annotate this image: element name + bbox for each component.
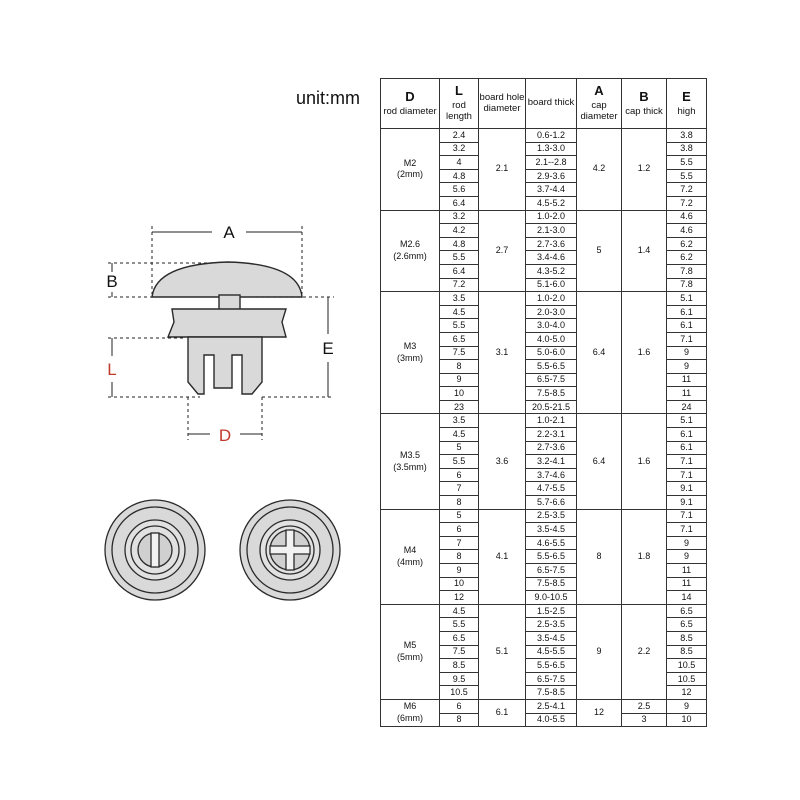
board-thick-cell: 5.5-6.5 (526, 550, 577, 564)
board-thick-cell: 3.4-4.6 (526, 251, 577, 265)
height-cell: 9.1 (667, 496, 707, 510)
height-cell: 9.1 (667, 482, 707, 496)
rod-length-cell: 4.2 (440, 224, 479, 238)
height-cell: 6.1 (667, 319, 707, 333)
rod-diameter-cell (381, 129, 440, 211)
rod-length-cell: 8.5 (440, 659, 479, 673)
rod-length-cell: 6 (440, 523, 479, 537)
height-cell: 6.1 (667, 428, 707, 442)
height-cell: 8.5 (667, 645, 707, 659)
cap-diameter-cell: 8 (577, 509, 622, 604)
unit-label: unit:mm (296, 88, 361, 108)
board-thick-cell: 4.5-5.2 (526, 196, 577, 210)
board-thick-cell: 4.7-5.5 (526, 482, 577, 496)
column-label: cap diameter (580, 100, 618, 122)
rod-length-cell: 7 (440, 536, 479, 550)
height-cell: 11 (667, 564, 707, 578)
height-cell: 6.5 (667, 604, 707, 618)
height-cell: 11 (667, 387, 707, 401)
board-thick-cell: 7.5-8.5 (526, 387, 577, 401)
board-thick-cell: 5.7-6.6 (526, 496, 577, 510)
rod-diameter-cell (381, 210, 440, 292)
height-cell: 6.1 (667, 305, 707, 319)
cap-thick-cell: 3 (622, 713, 667, 727)
rivet-side-view (152, 262, 302, 394)
rod-length-cell: 4.5 (440, 604, 479, 618)
rod-length-cell: 8 (440, 360, 479, 374)
height-cell: 9 (667, 550, 707, 564)
rod-length-cell: 6 (440, 468, 479, 482)
rod-length-cell: 5.5 (440, 455, 479, 469)
column-label: high (677, 105, 696, 117)
board-thick-cell: 5.0-6.0 (526, 346, 577, 360)
column-header (577, 79, 622, 129)
rod-length-cell: 10.5 (440, 686, 479, 700)
slotted-rivet-top-icon (105, 500, 205, 600)
column-label: board hole diameter (479, 91, 525, 114)
cap-thick-cell: 1.2 (622, 129, 667, 211)
height-cell: 14 (667, 591, 707, 605)
rod-length-cell: 7.2 (440, 278, 479, 292)
height-cell: 4.6 (667, 224, 707, 238)
rod-length-cell: 23 (440, 400, 479, 414)
rod-length-cell: 4.8 (440, 237, 479, 251)
height-cell: 7.1 (667, 523, 707, 537)
hole-diameter-cell: 2.7 (479, 210, 526, 292)
rod-length-cell: 9 (440, 373, 479, 387)
height-cell: 7.1 (667, 332, 707, 346)
rod-length-cell: 7.5 (440, 645, 479, 659)
cap-thick-cell: 2.2 (622, 604, 667, 699)
board-thick-cell: 7.5-8.5 (526, 686, 577, 700)
board-thick-cell: 3.5-4.5 (526, 523, 577, 537)
column-label: cap thick (625, 105, 663, 117)
rod-diameter-line: M4 (403, 545, 417, 556)
table-row (381, 129, 707, 143)
rod-length-cell: 4.8 (440, 169, 479, 183)
column-label: board thick (527, 97, 575, 109)
rod-diameter-line: M2 (403, 157, 417, 168)
board-thick-cell: 1.5-2.5 (526, 604, 577, 618)
height-cell: 9 (667, 360, 707, 374)
table-row (381, 604, 707, 618)
board-thick-cell: 1.3-3.0 (526, 142, 577, 156)
height-cell: 8.5 (667, 631, 707, 645)
height-cell: 10.5 (667, 659, 707, 673)
board-thick-cell: 2.1-3.0 (526, 224, 577, 238)
column-symbol: B (639, 88, 649, 104)
hole-diameter-cell: 4.1 (479, 509, 526, 604)
rod-length-cell: 5 (440, 441, 479, 455)
rod-diameter-line: M3 (403, 341, 417, 352)
height-cell: 5.1 (667, 292, 707, 306)
cap-thick-cell: 1.4 (622, 210, 667, 292)
board-thick-cell: 5.5-6.5 (526, 659, 577, 673)
rod-length-cell: 8 (440, 496, 479, 510)
board-thick-cell: 3.2-4.1 (526, 455, 577, 469)
column-label: rod length (446, 100, 472, 122)
height-cell: 7.2 (667, 183, 707, 197)
column-header (440, 79, 479, 129)
table-row (381, 210, 707, 224)
column-symbol: E (682, 88, 691, 104)
height-cell: 10.5 (667, 672, 707, 686)
rod-diameter-cell (381, 699, 440, 726)
board-thick-cell: 2.5-3.5 (526, 618, 577, 632)
cap-diameter-cell: 9 (577, 604, 622, 699)
board-thick-cell: 1.0-2.1 (526, 414, 577, 428)
board-thick-cell: 4.3-5.2 (526, 264, 577, 278)
height-cell: 6.2 (667, 251, 707, 265)
board-thick-cell: 4.0-5.5 (526, 713, 577, 727)
table-row (381, 292, 707, 306)
board-thick-cell: 2.5-3.5 (526, 509, 577, 523)
board-thick-cell: 5.1-6.0 (526, 278, 577, 292)
board-thick-cell: 3.5-4.5 (526, 631, 577, 645)
board-thick-cell: 0.6-1.2 (526, 129, 577, 143)
cross-rivet-top-icon (240, 500, 340, 600)
height-cell: 6.2 (667, 237, 707, 251)
rod-length-cell: 12 (440, 591, 479, 605)
board-thick-cell: 3.0-4.0 (526, 319, 577, 333)
rod-length-cell: 9 (440, 564, 479, 578)
rod-diameter-cell (381, 509, 440, 604)
height-cell: 7.2 (667, 196, 707, 210)
hole-diameter-cell: 2.1 (479, 129, 526, 211)
rod-length-cell: 4.5 (440, 305, 479, 319)
board-thick-cell: 2.2-3.1 (526, 428, 577, 442)
rod-length-cell: 6.5 (440, 332, 479, 346)
height-cell: 3.8 (667, 129, 707, 143)
height-cell: 7.1 (667, 468, 707, 482)
board-thick-cell: 4.0-5.0 (526, 332, 577, 346)
rod-length-cell: 3.5 (440, 292, 479, 306)
height-cell: 5.5 (667, 156, 707, 170)
label-a: A (223, 223, 235, 242)
height-cell: 7.8 (667, 278, 707, 292)
label-e: E (322, 339, 334, 358)
height-cell: 12 (667, 686, 707, 700)
height-cell: 7.1 (667, 509, 707, 523)
rod-diameter-cell (381, 604, 440, 699)
height-cell: 3.8 (667, 142, 707, 156)
height-cell: 9 (667, 346, 707, 360)
rod-length-cell: 8 (440, 550, 479, 564)
height-cell: 5.5 (667, 169, 707, 183)
height-cell: 6.1 (667, 441, 707, 455)
board-thick-cell: 2.5-4.1 (526, 699, 577, 713)
rod-length-cell: 6.5 (440, 631, 479, 645)
rod-length-cell: 10 (440, 387, 479, 401)
rod-length-cell: 6 (440, 699, 479, 713)
table-header-row (381, 79, 707, 129)
rod-length-cell: 6.4 (440, 196, 479, 210)
height-cell: 9 (667, 699, 707, 713)
table-row (381, 699, 707, 713)
column-symbol: D (405, 88, 415, 104)
hole-diameter-cell: 5.1 (479, 604, 526, 699)
rod-length-cell: 7.5 (440, 346, 479, 360)
rod-length-cell: 6.4 (440, 264, 479, 278)
cap-thick-cell: 1.6 (622, 414, 667, 509)
height-cell: 11 (667, 577, 707, 591)
board-thick-cell: 4.6-5.5 (526, 536, 577, 550)
cap-thick-cell: 1.6 (622, 292, 667, 414)
column-label: rod diameter (383, 105, 437, 117)
rod-length-cell: 3.2 (440, 142, 479, 156)
cap-thick-cell: 1.8 (622, 509, 667, 604)
board-thick-cell: 3.7-4.4 (526, 183, 577, 197)
rod-length-cell: 3.5 (440, 414, 479, 428)
rod-diameter-line: M6 (403, 701, 417, 712)
rod-length-cell: 2.4 (440, 129, 479, 143)
cap-thick-cell: 2.5 (622, 699, 667, 713)
board-thick-cell: 2.9-3.6 (526, 169, 577, 183)
label-b: B (106, 272, 118, 291)
board-thick-cell: 2.0-3.0 (526, 305, 577, 319)
rod-length-cell: 5.5 (440, 319, 479, 333)
rod-length-cell: 4 (440, 156, 479, 170)
rod-diameter-line: M3.5 (399, 449, 420, 460)
column-header (667, 79, 707, 129)
cap-diameter-cell: 6.4 (577, 414, 622, 509)
board-thick-cell: 2.7-3.6 (526, 237, 577, 251)
column-header (526, 79, 577, 129)
label-l: L (107, 360, 117, 379)
rod-diameter-cell (381, 414, 440, 509)
rod-diameter-line: M2.6 (399, 239, 420, 250)
column-header (479, 79, 526, 129)
rod-length-cell: 7 (440, 482, 479, 496)
label-d: D (218, 426, 232, 445)
rod-diameter-line: (2mm) (397, 169, 423, 180)
rivet-flange (168, 309, 286, 337)
rod-diameter-line: (3mm) (397, 352, 423, 363)
board-thick-cell: 2.7-3.6 (526, 441, 577, 455)
height-cell: 10 (667, 713, 707, 727)
height-cell: 7.8 (667, 264, 707, 278)
height-cell: 4.6 (667, 210, 707, 224)
rod-diameter-line: (3.5mm) (393, 461, 427, 472)
table-row (381, 509, 707, 523)
column-header (622, 79, 667, 129)
rod-length-cell: 4.5 (440, 428, 479, 442)
board-thick-cell: 6.5-7.5 (526, 373, 577, 387)
height-cell: 6.5 (667, 618, 707, 632)
spec-table (380, 78, 707, 727)
board-thick-cell: 1.0-2.0 (526, 292, 577, 306)
cap-diameter-cell: 6.4 (577, 292, 622, 414)
board-thick-cell: 7.5-8.5 (526, 577, 577, 591)
hole-diameter-cell: 3.6 (479, 414, 526, 509)
cap-diameter-cell: 12 (577, 699, 622, 726)
rod-diameter-line: (4mm) (397, 556, 423, 567)
table-row (381, 414, 707, 428)
height-cell: 5.1 (667, 414, 707, 428)
board-thick-cell: 6.5-7.5 (526, 564, 577, 578)
board-thick-cell: 20.5-21.5 (526, 400, 577, 414)
rod-diameter-line: M5 (403, 640, 417, 651)
board-thick-cell: 2.1--2.8 (526, 156, 577, 170)
hole-diameter-cell: 6.1 (479, 699, 526, 726)
cap-diameter-cell: 4.2 (577, 129, 622, 211)
rod-length-cell: 3.2 (440, 210, 479, 224)
rod-length-cell: 5.5 (440, 251, 479, 265)
rod-length-cell: 5 (440, 509, 479, 523)
cap-diameter-cell: 5 (577, 210, 622, 292)
column-symbol: L (455, 83, 463, 99)
board-thick-cell: 1.0-2.0 (526, 210, 577, 224)
height-cell: 11 (667, 373, 707, 387)
board-thick-cell: 3.7-4.6 (526, 468, 577, 482)
rod-length-cell: 5.5 (440, 618, 479, 632)
rivet-rod (188, 337, 262, 394)
rod-diameter-cell (381, 292, 440, 414)
rod-length-cell: 9.5 (440, 672, 479, 686)
board-thick-cell: 9.0-10.5 (526, 591, 577, 605)
height-cell: 9 (667, 536, 707, 550)
height-cell: 7.1 (667, 455, 707, 469)
rod-length-cell: 5.6 (440, 183, 479, 197)
column-header (381, 79, 440, 129)
board-thick-cell: 6.5-7.5 (526, 672, 577, 686)
rod-diameter-line: (6mm) (397, 713, 423, 724)
rod-length-cell: 10 (440, 577, 479, 591)
board-thick-cell: 5.5-6.5 (526, 360, 577, 374)
hole-diameter-cell: 3.1 (479, 292, 526, 414)
rod-diameter-line: (2.6mm) (393, 250, 427, 261)
board-thick-cell: 4.5-5.5 (526, 645, 577, 659)
rivet-cap (152, 262, 302, 297)
table-body (381, 129, 707, 727)
rod-length-cell: 8 (440, 713, 479, 727)
height-cell: 24 (667, 400, 707, 414)
column-symbol: A (594, 83, 604, 99)
rod-diameter-line: (5mm) (397, 651, 423, 662)
